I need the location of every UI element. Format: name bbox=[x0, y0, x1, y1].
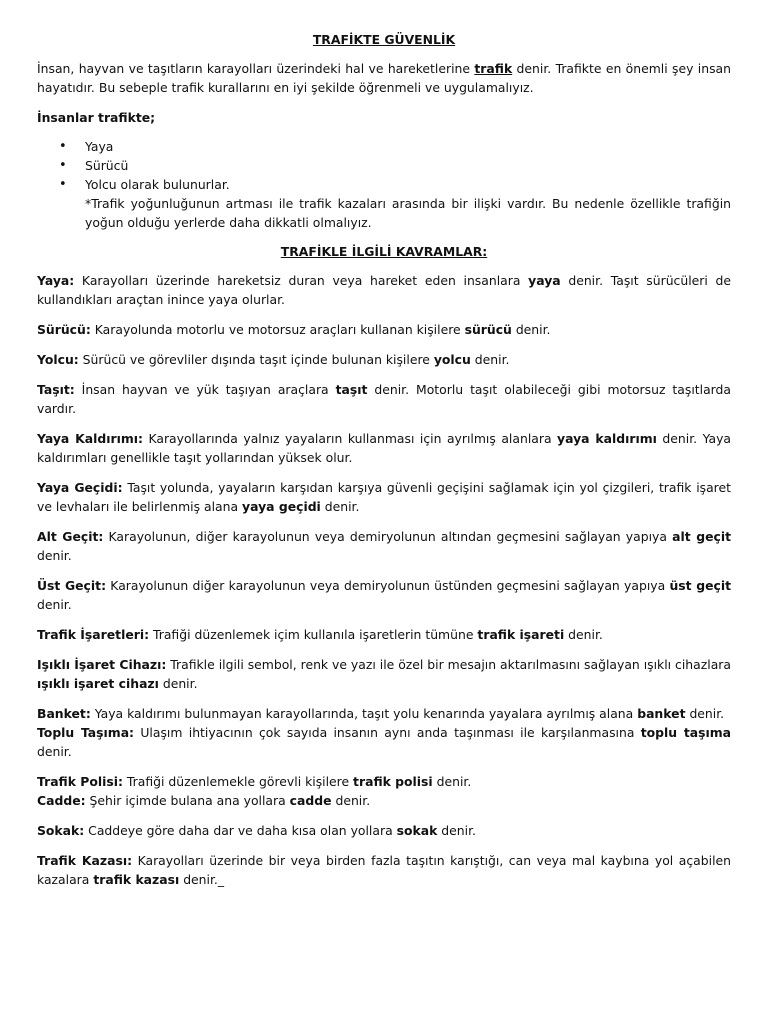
definition-keyword: ışıklı işaret cihazı bbox=[37, 676, 159, 691]
definition-term: Banket: bbox=[37, 706, 91, 721]
definition-keyword: trafik polisi bbox=[353, 774, 433, 789]
list-item: • Sürücü bbox=[85, 156, 731, 175]
definition-keyword: üst geçit bbox=[669, 578, 731, 593]
definition-keyword: toplu taşıma bbox=[640, 725, 731, 740]
definition-text: Sürücü ve görevliler dışında taşıt içinde bulunan kişilere bbox=[78, 352, 434, 367]
definition-trafik-isaretleri bbox=[37, 625, 731, 644]
roles-list bbox=[37, 137, 731, 194]
definition-text: Karayolunun diğer karayolunun veya demiryolunun üstünden geçmesini sağlayan yapıya bbox=[106, 578, 670, 593]
definition-end: denir. bbox=[564, 627, 603, 642]
definition-keyword: yolcu bbox=[433, 352, 471, 367]
definition-text: İnsan hayvan ve yük taşıyan araçlara bbox=[74, 382, 336, 397]
definition-end: denir. bbox=[37, 548, 72, 563]
definition-end: denir. bbox=[331, 793, 371, 808]
definition-text: Trafiği düzenlemek içim kullanıla işaretlerin tümüne bbox=[149, 627, 478, 642]
intro-text-end: denir. Trafikte en önemli şey insan hayatıdır. Bu sebeple trafik kurallarını en iyi şekilde öğrenmeli ve uygulamalıyız. bbox=[37, 61, 731, 95]
definition-text: Karayolları üzerinde bir veya birden fazla taşıtın karıştığı, can veya mal kaybına yol açabilen kazalara bbox=[37, 853, 731, 887]
definition-yaya bbox=[37, 271, 731, 309]
definition-cadde bbox=[37, 791, 731, 810]
definition-end: denir._ bbox=[179, 872, 225, 887]
definition-end: denir. bbox=[470, 352, 510, 367]
definition-end: denir. Motorlu taşıt olabileceği gibi motorsuz taşıtlarda vardır. bbox=[37, 382, 731, 416]
definition-term: Yaya Geçidi: bbox=[37, 480, 123, 495]
definition-term: Yaya: bbox=[37, 273, 75, 288]
definition-text: Trafiği düzenlemekle görevli kişilere bbox=[122, 774, 354, 789]
definition-term: Trafik Polisi: bbox=[37, 774, 123, 789]
definition-end: denir. Taşıt sürücüleri de kullandıkları araçtan inince yaya olurlar. bbox=[37, 273, 731, 307]
document-page bbox=[37, 30, 731, 900]
definition-keyword: alt geçit bbox=[672, 529, 732, 544]
definition-term: Trafik Kazası: bbox=[37, 853, 133, 868]
definition-text: Caddeye göre daha dar ve daha kısa olan yollara bbox=[84, 823, 397, 838]
definition-term: Trafik İşaretleri: bbox=[37, 627, 150, 642]
definition-keyword: trafik işareti bbox=[477, 627, 565, 642]
definition-keyword: cadde bbox=[289, 793, 332, 808]
definition-yaya-gecidi bbox=[37, 478, 731, 516]
safety-note: *Trafik yoğunluğunun artması ile trafik kazaları arasında bir ilişki vardır. Bu nedenle özellikle trafiğin yoğun olduğu yerlerde daha dikkatli olmalıyız. bbox=[85, 196, 731, 230]
definition-keyword: sokak bbox=[396, 823, 438, 838]
definition-sokak bbox=[37, 821, 731, 840]
definition-end: denir. bbox=[685, 706, 725, 721]
definition-keyword: sürücü bbox=[464, 322, 512, 337]
document-title: TRAFİKTE GÜVENLİK bbox=[312, 32, 456, 47]
definition-keyword: yaya bbox=[528, 273, 561, 288]
definition-term: Yaya Kaldırımı: bbox=[37, 431, 143, 446]
concepts-heading: TRAFİKLE İLGİLİ KAVRAMLAR: bbox=[280, 244, 488, 259]
definition-alt-gecit bbox=[37, 527, 731, 565]
definition-term: Cadde: bbox=[37, 793, 86, 808]
intro-text: İnsan, hayvan ve taşıtların karayolları üzerindeki hal ve hareketlerine bbox=[37, 61, 475, 76]
definition-toplu-tasima bbox=[37, 723, 731, 761]
definition-term: Taşıt: bbox=[37, 382, 75, 397]
definition-text: Trafikle ilgili sembol, renk ve yazı ile özel bir mesajın aktarılmasını sağlayan ışıklı cihazlara bbox=[166, 657, 731, 672]
definition-term: Işıklı İşaret Cihazı: bbox=[37, 657, 167, 672]
definition-tasit bbox=[37, 380, 731, 418]
list-item: • Yaya bbox=[85, 137, 731, 156]
definition-term: Toplu Taşıma: bbox=[37, 725, 135, 740]
definition-end: denir. bbox=[37, 744, 72, 759]
people-heading: İnsanlar trafikte; bbox=[37, 110, 156, 125]
definition-term: Üst Geçit: bbox=[37, 578, 107, 593]
list-item: • Yolcu olarak bulunurlar. bbox=[85, 175, 731, 194]
intro-term: trafik bbox=[474, 61, 513, 76]
definition-trafik-kazasi bbox=[37, 851, 731, 889]
definition-term: Sokak: bbox=[37, 823, 85, 838]
definition-trafik-polisi bbox=[37, 772, 731, 791]
definition-ust-gecit bbox=[37, 576, 731, 614]
definition-text: Karayolları üzerinde hareketsiz duran veya hareket eden insanlara bbox=[74, 273, 529, 288]
definition-end: denir. bbox=[437, 823, 476, 838]
definition-end: denir. bbox=[320, 499, 360, 514]
definition-term: Alt Geçit: bbox=[37, 529, 104, 544]
definition-end: denir. bbox=[37, 597, 72, 612]
definition-text: Şehir içimde bulana ana yollara bbox=[85, 793, 290, 808]
definition-keyword: taşıt bbox=[335, 382, 368, 397]
definition-banket bbox=[37, 704, 731, 723]
definition-end: denir. bbox=[158, 676, 198, 691]
definition-end: denir. Yaya kaldırımları genellikle taşıt yollarından yüksek olur. bbox=[37, 431, 731, 465]
definition-text: Ulaşım ihtiyacının çok sayıda insanın aynı anda taşınması ile karşılanmasına bbox=[134, 725, 641, 740]
definition-end: denir. bbox=[511, 322, 551, 337]
definition-surucu bbox=[37, 320, 731, 339]
definition-keyword: trafik kazası bbox=[93, 872, 180, 887]
definition-term: Yolcu: bbox=[37, 352, 79, 367]
definition-isikli-isaret-cihazi bbox=[37, 655, 731, 693]
definition-yolcu bbox=[37, 350, 731, 369]
definition-keyword: yaya kaldırımı bbox=[557, 431, 657, 446]
definition-text: Karayolunun, diğer karayolunun veya demiryolunun altından geçmesini sağlayan yapıya bbox=[103, 529, 673, 544]
definition-text: Karayolunda motorlu ve motorsuz araçları kullanan kişilere bbox=[90, 322, 465, 337]
definition-yaya-kaldirimi bbox=[37, 429, 731, 467]
definition-text: Taşıt yolunda, yayaların karşıdan karşıya güvenli geçişini sağlamak için yol çizgileri, trafik işaret ve levhaları ile belirlenmiş alana bbox=[37, 480, 731, 514]
definition-term: Sürücü: bbox=[37, 322, 91, 337]
definition-end: denir. bbox=[432, 774, 472, 789]
intro-paragraph bbox=[37, 59, 731, 97]
definition-text: Yaya kaldırımı bulunmayan karayollarında, taşıt yolu kenarında yayalara ayrılmış alana bbox=[90, 706, 638, 721]
definition-keyword: yaya geçidi bbox=[242, 499, 321, 514]
definition-keyword: banket bbox=[637, 706, 686, 721]
definition-text: Karayollarında yalnız yayaların kullanması için ayrılmış alanlara bbox=[142, 431, 558, 446]
